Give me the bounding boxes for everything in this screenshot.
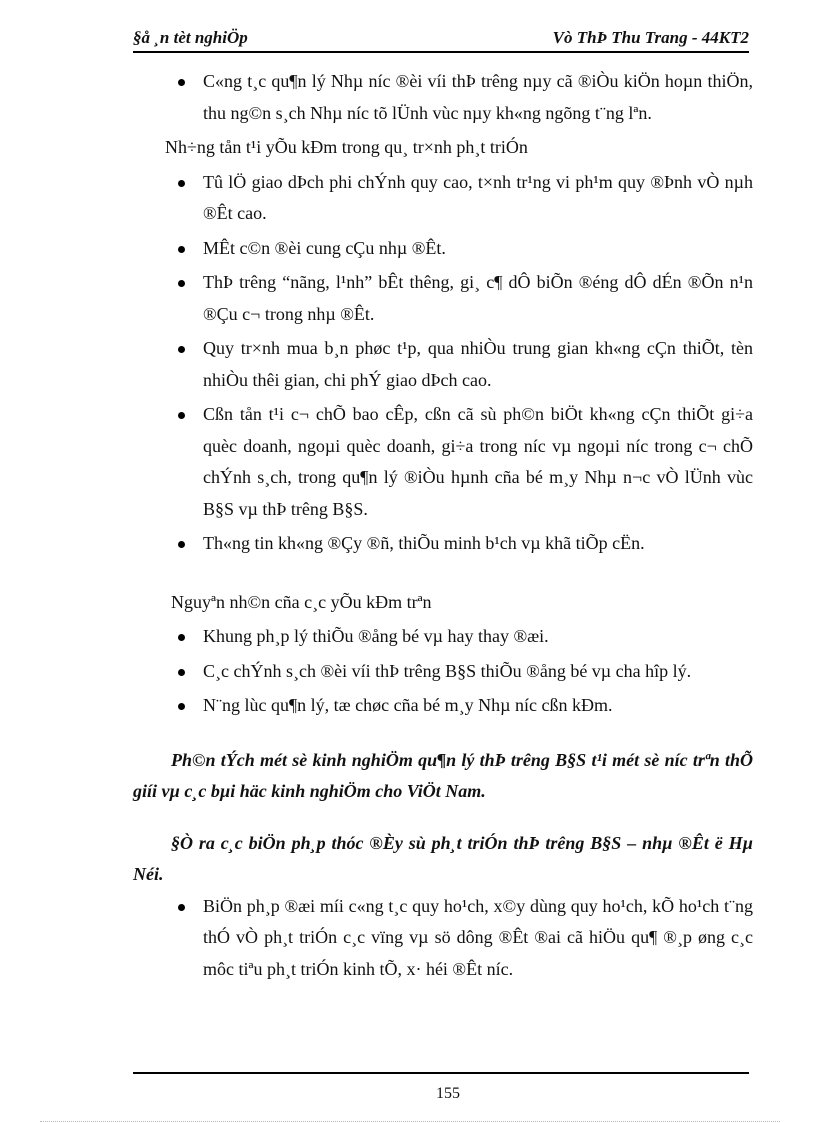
list-item: Th«ng tin kh«ng ®Çy ®ñ, thiÕu minh b¹ch vµ khã tiÕp cËn. [133, 528, 753, 560]
bullet-list-achievements [133, 66, 753, 129]
list-item: ThÞ trêng “nãng, l¹nh” bÊt thêng, gi¸ c¶ dÔ biÕn ®éng dÔ dÉn ®Õn n¹n ®Çu c¬ trong nhµ ®Êt. [133, 267, 753, 330]
list-item: Khung ph¸p lý thiÕu ®ång bé vµ hay thay ®æi. [133, 621, 753, 653]
list-item: BiÖn ph¸p ®æi míi c«ng t¸c quy ho¹ch, x©y dùng quy ho¹ch, kÕ ho¹ch t¨ng thÓ vÒ ph¸t triÓn c¸c vïng vµ sö dông ®Êt ®ai cã hiÖu qu¶ ®¸p øng c¸c môc tiªu ph¸t triÓn kinh tÕ, x· héi ®Êt níc. [133, 891, 753, 986]
bullet-icon [178, 541, 185, 548]
bullet-icon [178, 79, 185, 86]
bullet-list-causes [133, 621, 753, 722]
subheading-causes: Nguyªn nh©n cña c¸c yÕu kÐm trªn [171, 591, 432, 612]
page-header [133, 28, 749, 50]
subheading-weaknesses: Nh÷ng tån t¹i yÕu kÐm trong qu¸ tr×nh ph¸t triÓn [165, 137, 528, 157]
bullet-list-solutions [133, 891, 753, 986]
bullet-icon [178, 180, 185, 187]
footer-rule [133, 1072, 749, 1074]
bullet-icon [178, 634, 185, 641]
page-body [133, 66, 753, 988]
bullet-icon [178, 280, 185, 287]
section-heading-solutions: §Ò ra c¸c biÖn ph¸p thóc ®Èy sù ph¸t triÓn thÞ trêng B§S – nhµ ®Êt ë Hµ Néi. [133, 832, 753, 884]
page-number: 155 [436, 1085, 460, 1102]
list-item: Cßn tån t¹i c¬ chÕ bao cÊp, cßn cã sù ph©n biÖt kh«ng cÇn thiÕt gi÷a quèc doanh, ngoµi quèc doanh, gi÷a trong níc vµ ngoµi níc trong c¬ chÕ chÝnh s¸ch, trong qu¶n lý ®iÒu hµnh cña bé m¸y Nhµ n¬c vÒ lÜnh vùc B§S vµ thÞ trêng B§S. [133, 399, 753, 525]
bullet-icon [178, 669, 185, 676]
header-author: Vò ThÞ Thu Trang - 44KT2 [552, 28, 749, 47]
bullet-icon [178, 703, 185, 710]
bullet-icon [178, 412, 185, 419]
page-edge-divider [40, 1121, 780, 1122]
bullet-icon [178, 346, 185, 353]
list-item: Quy tr×nh mua b¸n phøc t¹p, qua nhiÒu trung gian kh«ng cÇn thiÕt, tèn nhiÒu thêi gian, chi phÝ giao dÞch cao. [133, 333, 753, 396]
list-item: C«ng t¸c qu¶n lý Nhµ níc ®èi víi thÞ trêng nµy cã ®iÒu kiÖn hoµn thiÖn, thu ng©n s¸ch Nhµ níc tõ lÜnh vùc nµy kh«ng ngõng t¨ng lªn. [133, 66, 753, 129]
list-item: N¨ng lùc qu¶n lý, tæ chøc cña bé m¸y Nhµ níc cßn kÐm. [133, 690, 753, 722]
list-item: MÊt c©n ®èi cung cÇu nhµ ®Êt. [133, 233, 753, 265]
list-item: C¸c chÝnh s¸ch ®èi víi thÞ trêng B§S thiÕu ®ång bé vµ cha hîp lý. [133, 656, 753, 688]
list-item: Tû lÖ giao dÞch phi chÝnh quy cao, t×nh tr¹ng vi ph¹m quy ®Þnh vÒ nµh ®Êt cao. [133, 167, 753, 230]
section-heading-analysis: Ph©n tÝch mét sè kinh nghiÖm qu¶n lý thÞ trêng B§S t¹i mét sè níc trªn thÕ giíi vµ c¸c bµi häc kinh nghiÖm cho ViÖt Nam. [133, 749, 753, 801]
bullet-icon [178, 246, 185, 253]
bullet-list-weaknesses [133, 167, 753, 560]
header-document-type: §å ¸n tèt nghiÖp [133, 28, 248, 47]
bullet-icon [178, 904, 185, 911]
header-rule [133, 51, 749, 53]
